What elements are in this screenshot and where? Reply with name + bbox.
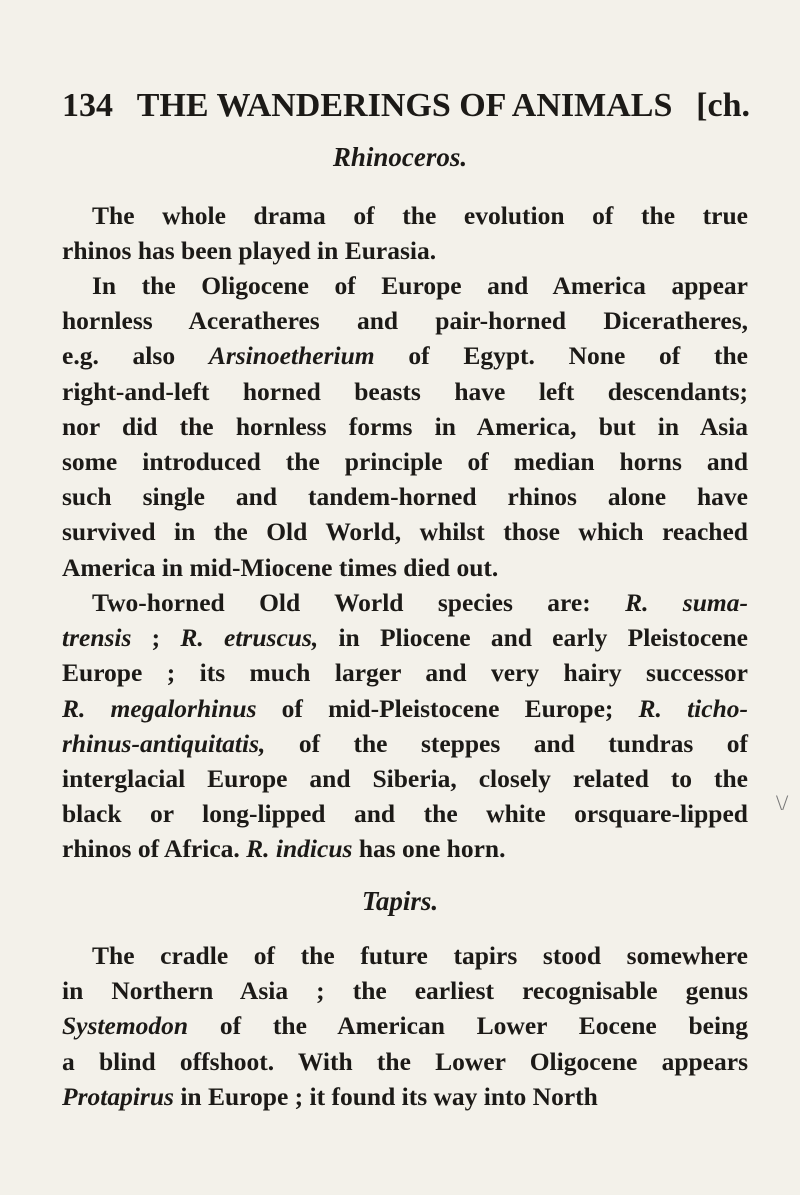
- section-title-tapirs: Tapirs.: [361, 886, 439, 916]
- text-line: [62, 303, 748, 338]
- italic-taxon: R. suma-: [625, 588, 748, 617]
- text-run: rhinos has been played in Eurasia.: [62, 236, 437, 266]
- text-run: such single and tandem-horned rhinos alone have: [62, 482, 748, 512]
- italic-taxon: Systemodon: [62, 1011, 189, 1041]
- text-run: a blind offshoot. With the Lower Oligocene appears: [62, 1046, 748, 1076]
- italic-taxon: R. etruscus,: [180, 623, 319, 653]
- margin-mark: \/: [776, 790, 789, 815]
- italic-taxon: rhinus-antiquitatis,: [62, 728, 266, 758]
- text-line: [62, 726, 748, 761]
- italic-taxon: R. indicus: [246, 834, 353, 864]
- text-run: in Northern Asia ; the earliest recognisable genus: [62, 976, 748, 1006]
- text-run: Europe ; its much larger and very hairy successor: [62, 658, 748, 688]
- text-line: [62, 655, 748, 690]
- text-run: black or long-lipped and the white orsquare-lipped: [62, 799, 748, 829]
- text-run: of the American Lower Eocene being: [188, 1011, 748, 1041]
- text-run: of the steppes and tundras of: [265, 728, 748, 758]
- text-line: [62, 233, 748, 268]
- text-line: [62, 973, 748, 1008]
- text-run: in Pliocene and early Pleistocene: [318, 623, 748, 653]
- text-run: The cradle of the future tapirs stood somewhere: [92, 941, 748, 970]
- running-header: [62, 86, 750, 126]
- paragraph: [62, 268, 748, 585]
- text-line: [62, 550, 748, 585]
- text-line: [62, 1079, 748, 1114]
- text-line: [62, 479, 748, 514]
- page-number: 134: [62, 87, 113, 124]
- text-run: The whole drama of the evolution of the true: [92, 201, 748, 230]
- section-title-rhinoceros: Rhinoceros.: [332, 142, 468, 172]
- paragraph: [62, 938, 748, 1114]
- text-run: Two-horned Old World species are:: [92, 588, 626, 617]
- text-run: survived in the Old World, whilst those which reached: [62, 517, 748, 547]
- text-run: has one horn.: [352, 834, 506, 864]
- text-line: [62, 268, 748, 303]
- text-run: hornless Aceratheres and pair-horned Diceratheres,: [62, 306, 748, 336]
- text-run: right-and-left horned beasts have left descendants;: [62, 376, 748, 406]
- text-run: in Europe ; it found its way into North: [173, 1081, 598, 1111]
- text-line: [62, 691, 748, 726]
- text-line: [62, 338, 748, 373]
- text-line: [62, 409, 748, 444]
- text-line: [62, 938, 748, 973]
- text-line: [62, 831, 748, 866]
- text-line: [62, 374, 748, 409]
- italic-taxon: R. megalorhinus: [62, 693, 257, 723]
- text-run: rhinos of Africa.: [62, 834, 247, 864]
- italic-taxon: Arsinoetherium: [208, 341, 375, 371]
- running-title: THE WANDERINGS OF ANIMALS: [136, 87, 673, 124]
- italic-taxon: Protapirus: [62, 1081, 174, 1111]
- text-run: some introduced the principle of median horns and: [62, 447, 748, 477]
- text-line: [62, 198, 748, 233]
- text-run: In the Oligocene of Europe and America appear: [92, 271, 748, 300]
- paragraph: [62, 585, 748, 867]
- text-line: [62, 444, 748, 479]
- text-run: interglacial Europe and Siberia, closely related to the: [62, 764, 748, 794]
- text-line: [62, 1008, 748, 1043]
- text-line: [62, 761, 748, 796]
- text-run: ;: [131, 623, 181, 653]
- text-run: of mid-Pleistocene Europe;: [256, 693, 639, 723]
- paragraph: [62, 198, 748, 268]
- text-line: [62, 1044, 748, 1079]
- text-line: [62, 620, 748, 655]
- text-run: nor did the hornless forms in America, but in Asia: [62, 411, 748, 441]
- text-run: of Egypt. None of the: [374, 341, 749, 371]
- text-run: e.g. also: [62, 341, 209, 371]
- italic-taxon: trensis: [62, 623, 132, 653]
- text-run: America in mid-Miocene times died out.: [62, 552, 499, 582]
- text-line: [62, 585, 748, 620]
- text-line: [62, 514, 748, 549]
- italic-taxon: R. ticho-: [638, 693, 748, 723]
- chapter-abbr: [ch.: [696, 87, 750, 124]
- text-line: [62, 796, 748, 831]
